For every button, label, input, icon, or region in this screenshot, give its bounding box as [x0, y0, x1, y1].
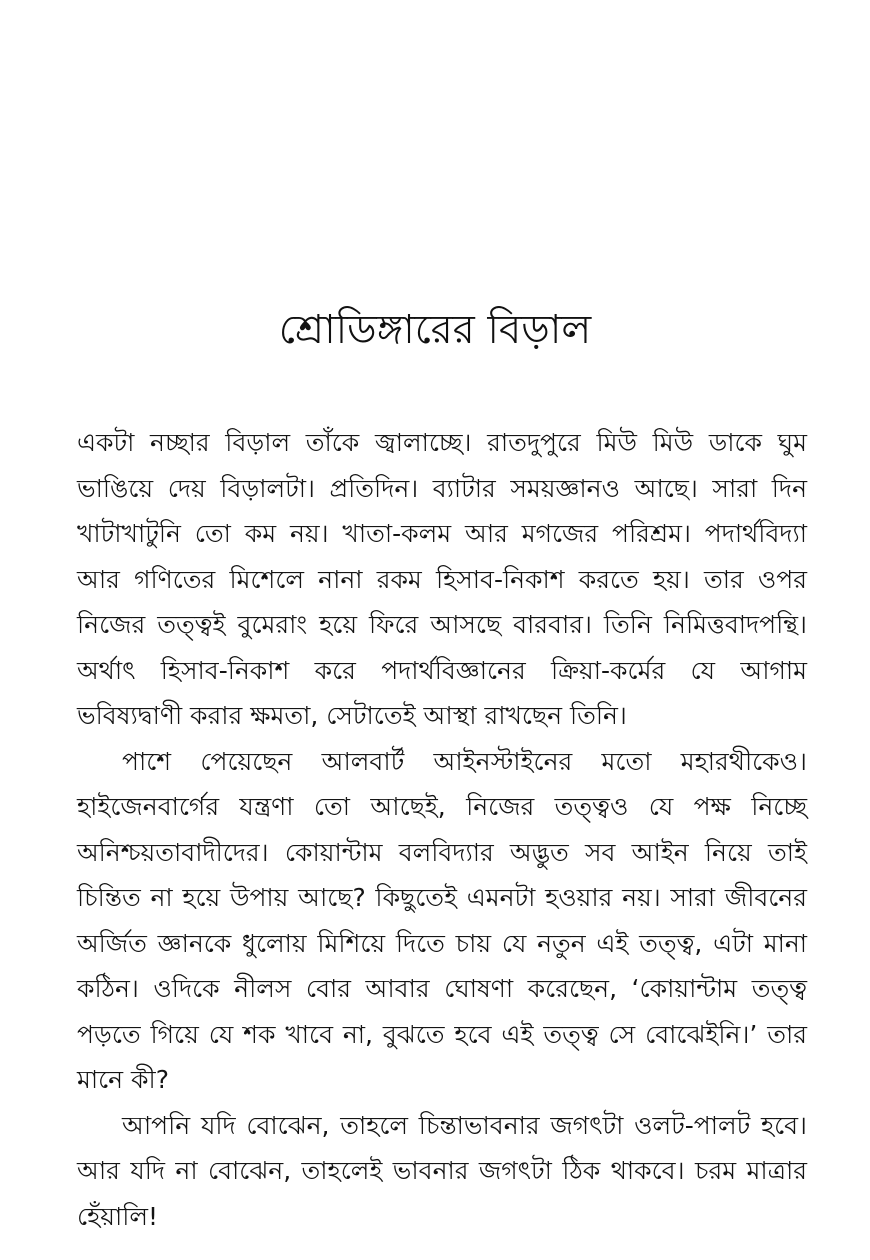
chapter-title: শ্রোডিঙ্গারের বিড়াল — [278, 307, 592, 353]
chapter-body — [77, 420, 807, 1239]
paragraph-2: পাশে পেয়েছেন আলবার্ট আইনস্টাইনের মতো মহারথীকেও। হাইজেনবার্গের যন্ত্রণা তো আছেই, নিজের তত্ত্বও যে পক্ষ নিচ্ছে অনিশ্চয়তাবাদীদের। কোয়ান্টাম বলবিদ্যার অদ্ভুত সব আইন নিয়ে তাই চিন্তিত না হয়ে উপায় আছে? কিছুতেই এমনটা হওয়ার নয়। সারা জীবনের অর্জিত জ্ঞানকে ধুলোয় মিশিয়ে দিতে চায় যে নতুন এই তত্ত্ব, এটা মানা কঠিন। ওদিকে নীলস বোর আবার ঘোষণা করেছেন, ‘কোয়ান্টাম তত্ত্ব পড়তে গিয়ে যে শক খাবে না, বুঝতে হবে এই তত্ত্ব সে বোঝেইনি।’ তার মানে কী? — [77, 746, 807, 1094]
paragraph-3: আপনি যদি বোঝেন, তাহলে চিন্তাভাবনার জগৎটা ওলট-পালট হবে। আর যদি না বোঝেন, তাহলেই ভাবনার জগৎটা ঠিক থাকবে। চরম মাত্রার হেঁয়ালি! — [77, 1110, 807, 1231]
paragraph-1: একটা নচ্ছার বিড়াল তাঁকে জ্বালাচ্ছে। রাতদুপুরে মিউ মিউ ডাকে ঘুম ভাঙিয়ে দেয় বিড়ালটা। প্রতিদিন। ব্যাটার সময়জ্ঞানও আছে। সারা দিন খাটাখাটুনি তো কম নয়। খাতা-কলম আর মগজের পরিশ্রম। পদার্থবিদ্যা আর গণিতের মিশেলে নানা রকম হিসাব-নিকাশ করতে হয়। তার ওপর নিজের তত্ত্বই বুমেরাং হয়ে ফিরে আসছে বারবার। তিনি নিমিত্তবাদপন্থি। অর্থাৎ হিসাব-নিকাশ করে পদার্থবিজ্ঞানের ক্রিয়া-কর্মের যে আগাম ভবিষ্যদ্বাণী করার ক্ষমতা, সেটাতেই আস্থা রাখছেন তিনি। — [77, 428, 807, 730]
